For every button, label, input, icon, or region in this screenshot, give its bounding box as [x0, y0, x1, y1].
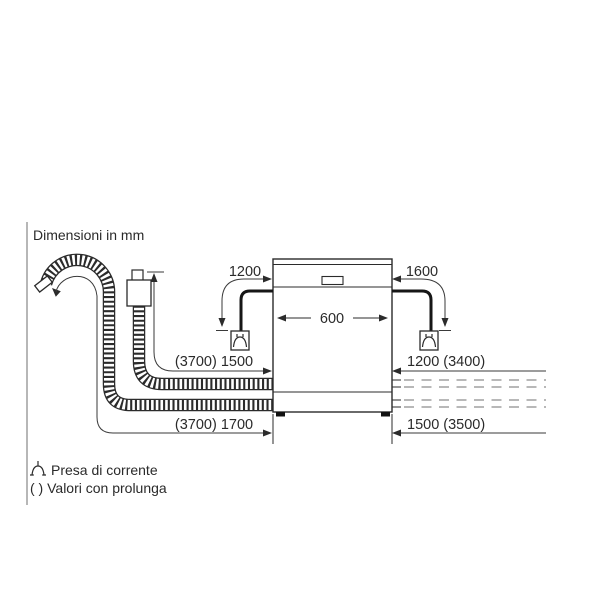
power-cord-left: [241, 291, 273, 331]
power-socket-icon: [30, 461, 46, 475]
dimension-supply-hose: [147, 272, 272, 375]
diagram-title: Dimensioni in mm: [33, 227, 145, 243]
dimension-cord-right: [392, 264, 451, 331]
door-handle: [322, 277, 343, 285]
arrowhead-right: [263, 430, 272, 437]
legend-extension-label: ( ) Valori con prolunga: [30, 480, 167, 496]
legend: [30, 461, 167, 496]
legend-socket-label: Presa di corrente: [51, 462, 158, 478]
power-cord-right: [392, 291, 431, 331]
power-socket-left: [231, 331, 249, 350]
arrowhead-down: [219, 318, 226, 327]
dimension-right-supply: [392, 354, 546, 375]
right-foot: [381, 412, 390, 417]
arrowhead-left: [392, 276, 401, 283]
supply-hose-label: (3700) 1500: [174, 354, 254, 370]
left-foot: [276, 412, 285, 417]
arrowhead-left: [392, 430, 401, 437]
arrowhead-right: [263, 276, 272, 283]
width-label: 600: [319, 311, 345, 327]
right-supply-label: 1200 (3400): [407, 354, 486, 370]
drain-hose-end-cap: [35, 276, 53, 292]
arrowhead-right: [263, 368, 272, 375]
aquastop-valve: [127, 270, 151, 306]
dimension-cord-left: [216, 264, 272, 331]
supply-hose: [139, 303, 273, 384]
drain-hose-label: (3700) 1700: [174, 417, 254, 433]
right-drain-label: 1500 (3500): [407, 417, 486, 433]
cord-left-label: 1200: [228, 264, 262, 280]
dishwasher-outline: [273, 259, 392, 417]
dimension-right-drain: [392, 417, 546, 437]
arrowhead-up: [151, 273, 158, 282]
arrowhead-left: [392, 368, 401, 375]
arrowhead-down: [442, 318, 449, 327]
hose-extension-dashed-lines: [392, 380, 546, 407]
power-socket-right: [420, 331, 438, 350]
cord-right-label: 1600: [405, 264, 439, 280]
